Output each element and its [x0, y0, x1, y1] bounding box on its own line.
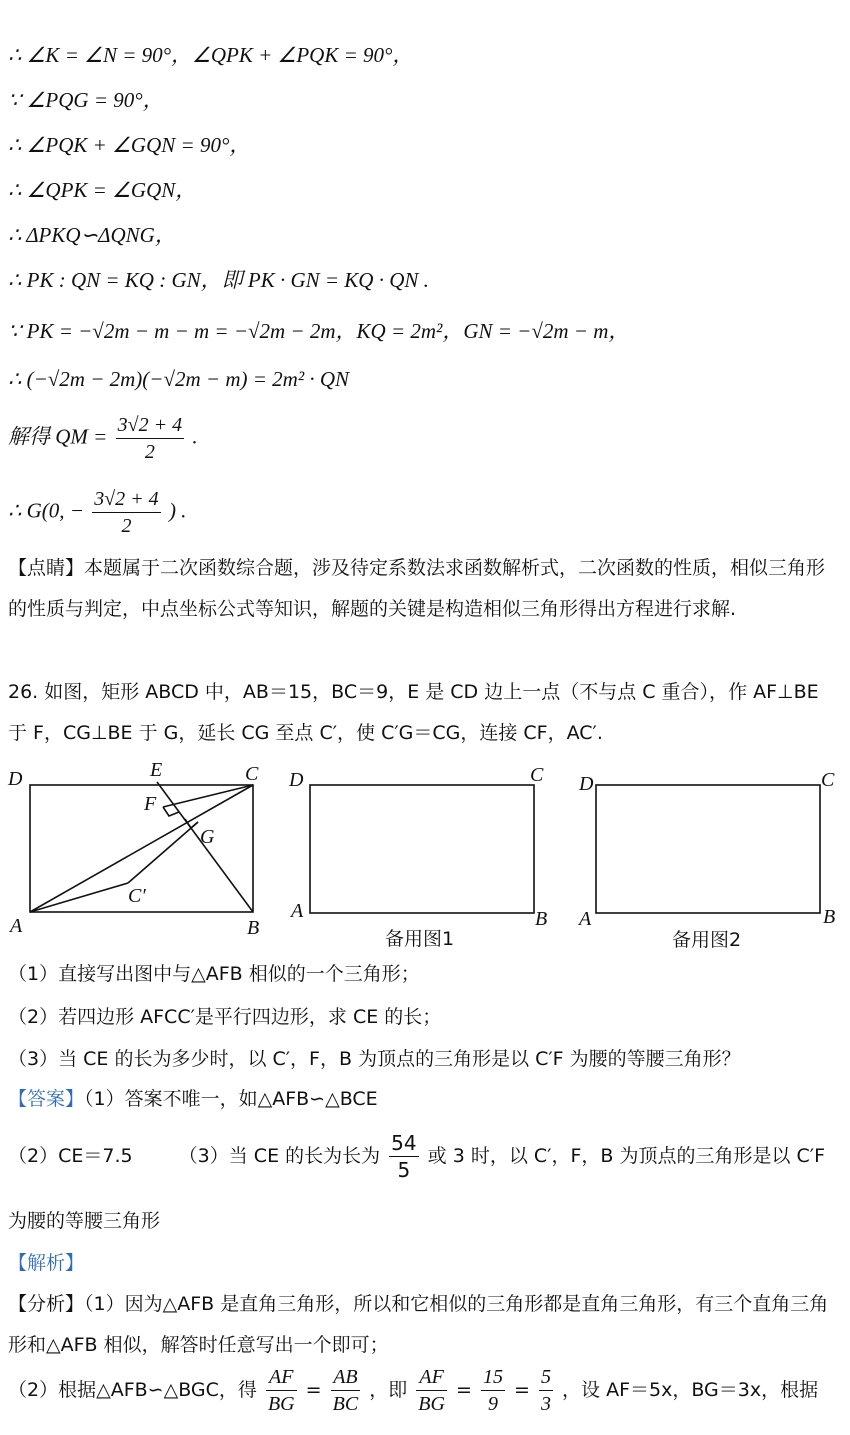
- solution-step-6: ∴ PK : QN = KQ : GN，即 PK · GN = KQ · QN .: [8, 268, 429, 292]
- spare-1-labels: [288, 764, 547, 950]
- part-2-suffix: ，设 AF＝5x，BG＝3x，根据: [562, 1379, 819, 1401]
- segment-c-prime-g: [128, 822, 198, 883]
- label-b: B: [247, 917, 260, 939]
- question-2: （2）若四边形 AFCC′是平行四边形，求 CE 的长；: [8, 1006, 442, 1028]
- question-3: （3）当 CE 的长为多少时，以 C′，F，B 为顶点的三角形是以 C′F 为腰的等腰三角形？: [8, 1048, 741, 1070]
- segment-ac-prime: [30, 883, 128, 912]
- solution-step-3: ∴ ∠PQK + ∠GQN = 90°，: [8, 133, 251, 157]
- answer-part-1: （1）答案不唯一，如△AFB∽△BCE: [84, 1088, 378, 1110]
- fraction-numerator: 3√2 + 4: [92, 486, 160, 513]
- fraction-numerator: AB: [331, 1364, 361, 1391]
- spare-1-caption: 备用图1: [385, 928, 455, 950]
- fraction-denominator: 3: [541, 1393, 551, 1415]
- comment-paragraph: 【点睛】本题属于二次函数综合题，涉及待定系数法求函数解析式，二次函数的性质，相似三角形的性质与判定，中点坐标公式等知识，解题的关键是构造相似三角形得出方程进行求解.: [8, 557, 826, 620]
- g-point-line: [8, 486, 186, 539]
- label-a: A: [291, 900, 304, 922]
- answer-part-3-prefix: （3）当 CE 的长为长为: [178, 1145, 381, 1167]
- question-1: （1）直接写出图中与△AFB 相似的一个三角形；: [8, 963, 420, 985]
- label-a: A: [579, 908, 592, 930]
- label-d: D: [289, 769, 304, 791]
- label-g: G: [200, 826, 215, 848]
- ratio-ab-bc: [331, 1364, 361, 1417]
- ratio-15-9: [481, 1364, 505, 1417]
- fraction-denominator: BG: [418, 1393, 445, 1415]
- solution-step-2: ∵ ∠PQG = 90°，: [8, 88, 164, 112]
- fraction-numerator: 3√2 + 4: [116, 412, 184, 439]
- solve-qm-line: [8, 412, 198, 465]
- analysis-paragraph: 【分析】（1）因为△AFB 是直角三角形，所以和它相似的三角形都是直角三角形，有三个直角三角形和△AFB 相似，解答时任意写出一个即可；: [8, 1293, 829, 1356]
- answer-line-1: [8, 1086, 378, 1112]
- fraction-denominator: BG: [267, 1393, 295, 1415]
- spare-2-rectangle: [596, 785, 820, 913]
- spare-1-rectangle: [310, 785, 534, 913]
- answer-line-2: [8, 1130, 825, 1183]
- label-d: D: [579, 773, 594, 795]
- solution-step-1: ∴ ∠K = ∠N = 90°，∠QPK + ∠PQK = 90°，: [8, 43, 414, 67]
- solution-step-8: ∴ (−√2m − 2m)(−√2m − m) = 2m² · QN: [8, 367, 350, 391]
- fraction-numerator: 54: [391, 1131, 417, 1155]
- fraction-numerator: 15: [481, 1364, 505, 1391]
- solve-qm-suffix: .: [192, 424, 198, 449]
- answer-part-3-continuation: 为腰的等腰三角形: [8, 1210, 161, 1232]
- part-2-prefix: （2）根据△AFB∽△BGC，得: [8, 1379, 257, 1401]
- analysis-part-2-line: [8, 1364, 818, 1417]
- ratio-5-3: [539, 1364, 553, 1417]
- fraction-numerator: 5: [539, 1364, 553, 1391]
- fraction-denominator: 2: [144, 441, 155, 463]
- solution-step-7: ∵ PK = −√2m − m − m = −√2m − 2m，KQ = 2m²，GN = −√2m − m，: [8, 319, 630, 343]
- solve-qm-fraction: [116, 412, 184, 465]
- solution-step-4: ∴ ∠QPK = ∠GQN，: [8, 178, 197, 202]
- g-point-fraction: [92, 486, 160, 539]
- fraction-denominator: 9: [487, 1393, 498, 1415]
- label-f: F: [144, 793, 157, 815]
- analysis-tag: 【解析】: [8, 1252, 85, 1274]
- g-point-prefix: ∴ G(0, −: [8, 498, 84, 523]
- answer-tag: 【答案】: [8, 1088, 85, 1110]
- label-a: A: [10, 915, 23, 937]
- ratio-af-bg-2: [416, 1364, 447, 1417]
- label-c: C: [245, 763, 259, 785]
- ratio-af-bg: [266, 1364, 297, 1417]
- label-c-prime: C′: [128, 885, 146, 907]
- fraction-denominator: 2: [121, 515, 132, 537]
- g-point-suffix: ) .: [168, 498, 187, 523]
- problem-figures: [0, 755, 850, 955]
- label-b: B: [823, 906, 836, 928]
- label-d: D: [8, 768, 23, 790]
- answer-part-3-suffix: 或 3 时，以 C′，F，B 为顶点的三角形是以 C′F: [427, 1145, 826, 1167]
- equals-sign: =: [456, 1379, 472, 1401]
- solve-qm-prefix: 解得 QM =: [8, 424, 108, 449]
- problem-26-statement: 26. 如图，矩形 ABCD 中，AB＝15，BC＝9，E 是 CD 边上一点（不与点 C 重合），作 AF⊥BE 于 F，CG⊥BE 于 G，延长 CG 至点 C′，使 C′G＝CG，连接 CF，AC′.: [8, 681, 819, 744]
- spare-2-labels: [577, 769, 835, 951]
- answer-part-2: （2）CE＝7.5: [8, 1145, 133, 1167]
- spare-2-caption: 备用图2: [672, 929, 742, 951]
- label-b: B: [535, 908, 548, 930]
- label-c: C: [821, 769, 835, 791]
- label-c: C: [530, 764, 544, 786]
- solution-step-5: ∴ ΔPKQ∽ΔQNG，: [8, 223, 176, 247]
- answer-part-3-fraction: [389, 1130, 418, 1183]
- part-2-mid: ，即: [369, 1379, 408, 1401]
- fraction-numerator: AF: [416, 1364, 447, 1391]
- fraction-numerator: AF: [266, 1364, 297, 1391]
- segment-cf: [163, 785, 253, 807]
- fraction-denominator: 5: [397, 1158, 411, 1182]
- label-e: E: [150, 759, 163, 781]
- equals-sign: =: [514, 1379, 530, 1401]
- equals-sign: =: [305, 1379, 322, 1401]
- fraction-denominator: BC: [332, 1393, 359, 1415]
